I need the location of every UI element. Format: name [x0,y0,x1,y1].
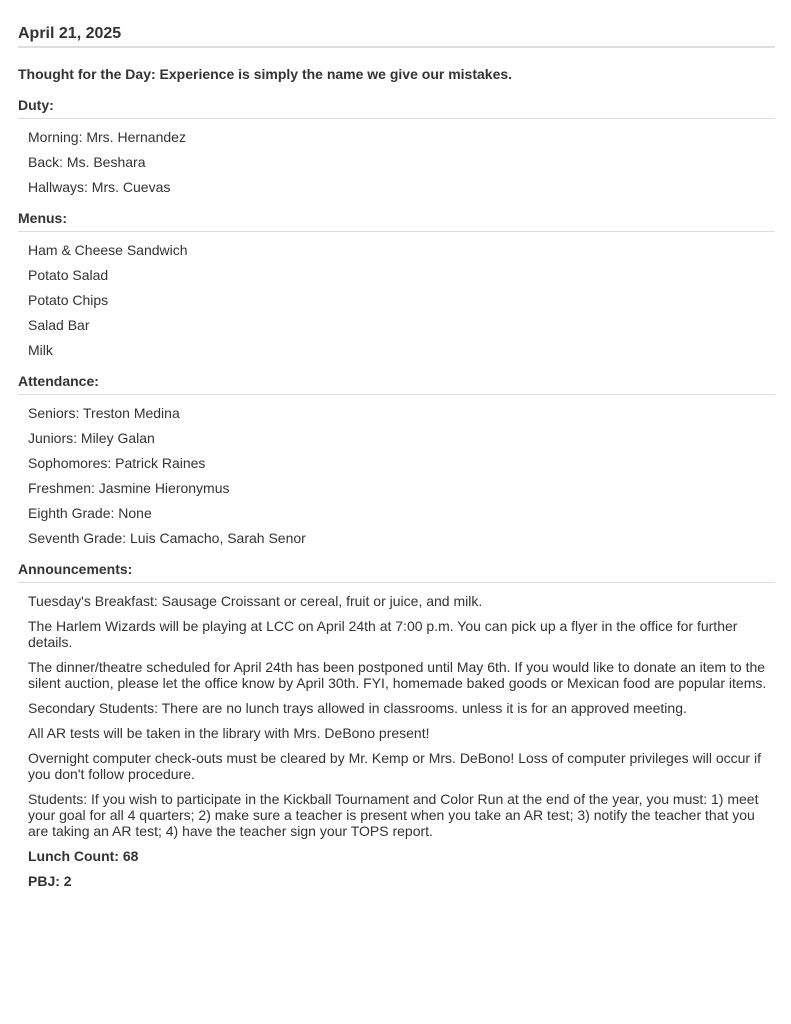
announcement-item: Students: If you wish to participate in the Kickball Tournament and Color Run at the end of the year, you must: 1) meet your goal for all 4 quarters; 2) make sure a teacher is present when you take an AR test; 3) notify the teacher that you are taking an AR test; 4) have the teacher sign your TOPS report. [28,791,759,839]
pbj-count: PBJ: 2 [28,873,72,889]
attendance-item: Sophomores: Patrick Raines [28,455,206,471]
menus-list [18,242,775,358]
duty-list [18,129,775,195]
attendance-list [18,405,775,546]
bulletin-date: April 21, 2025 [18,0,775,48]
duty-item: Hallways: Mrs. Cuevas [28,179,171,195]
menu-item: Potato Salad [28,267,109,283]
duty-section [18,97,775,195]
menus-section [18,210,775,358]
menu-item: Potato Chips [28,292,109,308]
announcement-item: Overnight computer check-outs must be cleared by Mr. Kemp or Mrs. DeBono! Loss of computer privileges will occur if you don't follow procedure. [28,750,761,782]
attendance-item: Juniors: Miley Galan [28,430,155,446]
menu-item: Ham & Cheese Sandwich [28,242,188,258]
attendance-heading: Attendance: [18,373,775,395]
menu-item: Milk [28,342,53,358]
announcement-item: All AR tests will be taken in the library with Mrs. DeBono present! [28,725,430,741]
attendance-item: Seventh Grade: Luis Camacho, Sarah Senor [28,530,306,546]
announcement-item: The dinner/theatre scheduled for April 24th has been postponed until May 6th. If you would like to donate an item to the silent auction, please let the office know by April 30th. FYI, homemade baked goods or Mexican food are popular items. [28,659,767,691]
attendance-section [18,373,775,546]
announcements-section [18,561,775,889]
announcements-list [18,593,775,889]
announcement-item: Tuesday's Breakfast: Sausage Croissant or cereal, fruit or juice, and milk. [28,593,483,609]
attendance-item: Freshmen: Jasmine Hieronymus [28,480,230,496]
attendance-item: Seniors: Treston Medina [28,405,180,421]
duty-item: Back: Ms. Beshara [28,154,146,170]
thought-for-the-day: Thought for the Day: Experience is simply the name we give our mistakes. [18,66,513,82]
announcements-heading: Announcements: [18,561,775,583]
menu-item: Salad Bar [28,317,90,333]
duty-heading: Duty: [18,97,775,119]
announcement-item: Secondary Students: There are no lunch trays allowed in classrooms. unless it is for an approved meeting. [28,700,687,716]
menus-heading: Menus: [18,210,775,232]
lunch-count: Lunch Count: 68 [28,848,139,864]
duty-item: Morning: Mrs. Hernandez [28,129,186,145]
attendance-item: Eighth Grade: None [28,505,152,521]
announcement-item: The Harlem Wizards will be playing at LCC on April 24th at 7:00 p.m. You can pick up a flyer in the office for further details. [28,618,738,650]
